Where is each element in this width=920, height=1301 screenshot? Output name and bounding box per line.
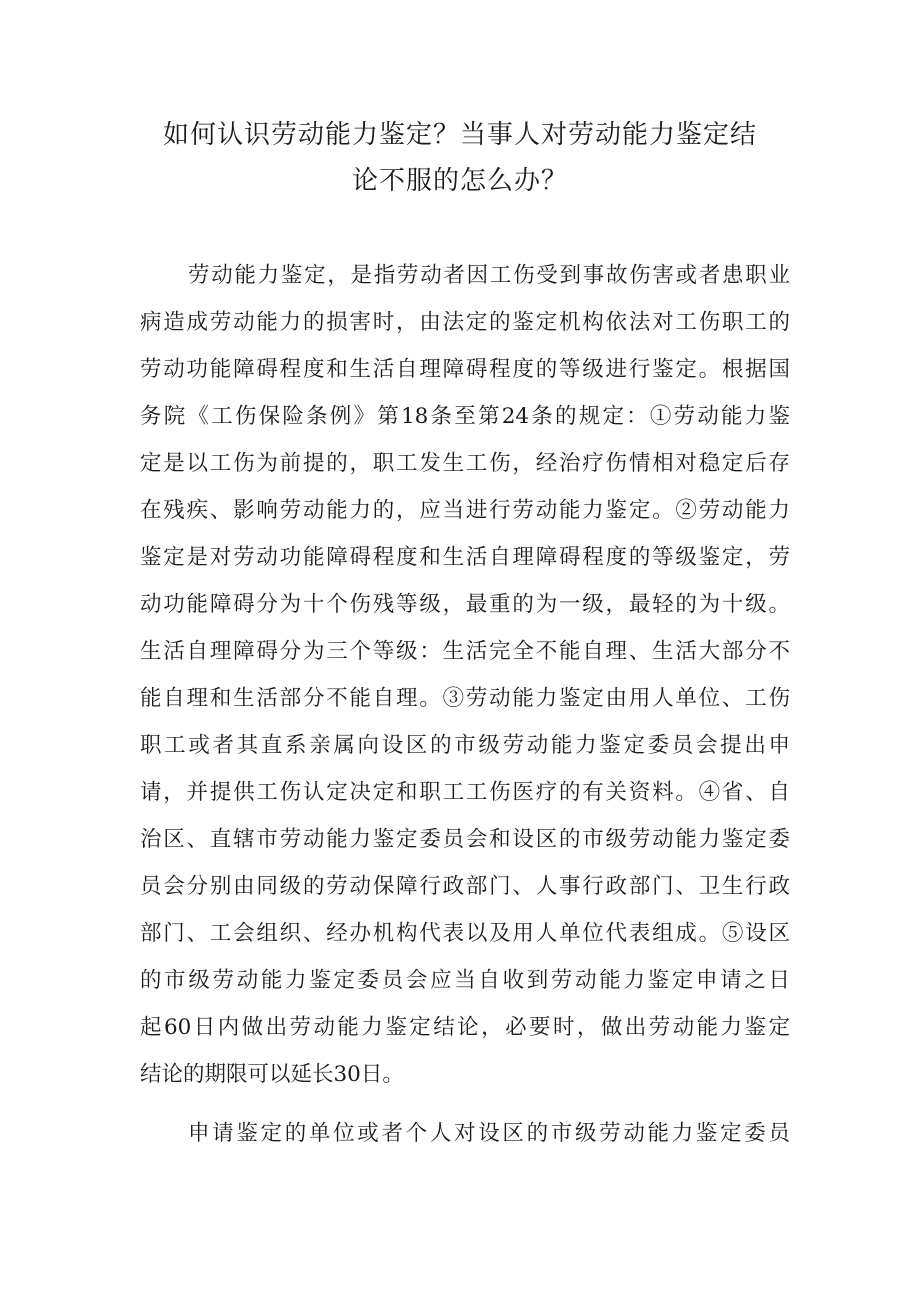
paragraph-line: 请，并提供工伤认定决定和职工工伤医疗的有关资料。④省、自 [140, 780, 790, 805]
paragraph-line: 劳动功能障碍程度和生活自理障碍程度的等级进行鉴定。根据国 [140, 357, 790, 382]
paragraph-line: 治区、直辖市劳动能力鉴定委员会和设区的市级劳动能力鉴定委 [140, 827, 790, 852]
paragraph-2 [140, 1110, 790, 1157]
paragraph-1 [140, 252, 790, 1098]
paragraph-line: 能自理和生活部分不能自理。③劳动能力鉴定由用人单位、工伤 [140, 686, 790, 711]
title-line: 如何认识劳动能力鉴定？当事人对劳动能力鉴定结 [162, 120, 757, 150]
paragraph-line: 结论的期限可以延长30日。 [140, 1062, 404, 1087]
document-body [140, 252, 790, 1157]
paragraph-line: 申请鉴定的单位或者个人对设区的市级劳动能力鉴定委员 [188, 1121, 790, 1146]
paragraph-line: 职工或者其直系亲属向设区的市级劳动能力鉴定委员会提出申 [140, 733, 790, 758]
paragraph-line: 病造成劳动能力的损害时，由法定的鉴定机构依法对工伤职工的 [140, 310, 790, 335]
paragraph-line: 生活自理障碍分为三个等级：生活完全不能自理、生活大部分不 [140, 639, 790, 664]
paragraph-line: 员会分别由同级的劳动保障行政部门、人事行政部门、卫生行政 [140, 874, 790, 899]
paragraph-line: 务院《工伤保险条例》第18条至第24条的规定：①劳动能力鉴 [140, 404, 790, 429]
paragraph-line: 劳动能力鉴定，是指劳动者因工伤受到事故伤害或者患职业 [188, 263, 790, 288]
paragraph-line: 动功能障碍分为十个伤残等级，最重的为一级，最轻的为十级。 [140, 592, 790, 617]
document-title [140, 112, 780, 204]
paragraph-line: 部门、工会组织、经办机构代表以及用人单位代表组成。⑤设区 [140, 921, 790, 946]
paragraph-spacer [140, 1098, 790, 1110]
paragraph-line: 起60日内做出劳动能力鉴定结论，必要时，做出劳动能力鉴定 [140, 1015, 790, 1040]
title-line: 论不服的怎么办？ [351, 166, 568, 196]
paragraph-line: 的市级劳动能力鉴定委员会应当自收到劳动能力鉴定申请之日 [140, 968, 790, 993]
paragraph-line: 鉴定是对劳动功能障碍程度和生活自理障碍程度的等级鉴定，劳 [140, 545, 790, 570]
paragraph-line: 定是以工伤为前提的，职工发生工伤，经治疗伤情相对稳定后存 [140, 451, 790, 476]
paragraph-line: 在残疾、影响劳动能力的，应当进行劳动能力鉴定。②劳动能力 [140, 498, 790, 523]
